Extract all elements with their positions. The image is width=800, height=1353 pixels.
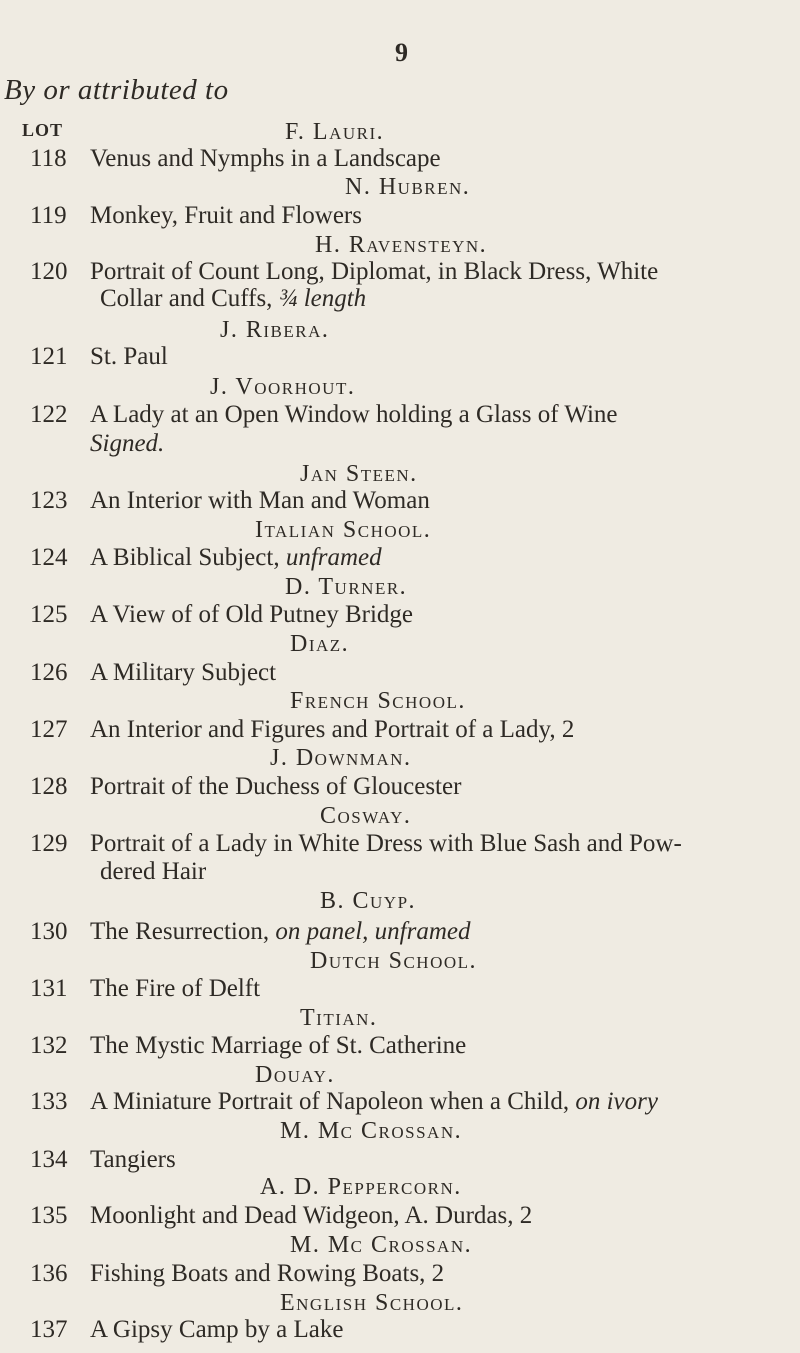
lot-note: ¾ length — [278, 285, 367, 312]
lot-title-text: Venus and Nymphs in a Landscape — [90, 145, 441, 172]
lot-title-text: A Biblical Subject, — [90, 544, 286, 571]
lot-title-text: A Lady at an Open Window holding a Glass of Wine — [90, 401, 618, 428]
artist-name: Titian. — [300, 1005, 378, 1031]
lot-title — [90, 1315, 343, 1345]
lot-column-label: LOT — [22, 120, 64, 140]
lot-title-text: A Gipsy Camp by a Lake — [90, 1316, 344, 1343]
lot-title — [90, 1087, 658, 1117]
artist-name: M. Mc Crossan. — [280, 1118, 463, 1144]
lot-note: on panel, unframed — [275, 918, 471, 945]
lot-title — [100, 284, 366, 314]
lot-number: 120 — [30, 258, 68, 285]
lot-number: 123 — [30, 487, 68, 514]
lot-title-text: Collar and Cuffs, — [100, 285, 279, 312]
lot-title — [90, 1145, 176, 1175]
lot-title — [90, 829, 682, 859]
artist-name: J. Voorhout. — [210, 374, 356, 400]
lot-title-text: Moonlight and Dead Widgeon, A. Durdas, 2 — [90, 1202, 533, 1229]
lot-title-text: A Military Subject — [90, 659, 277, 686]
lot-number: 134 — [30, 1146, 68, 1173]
artist-name: B. Cuyp. — [320, 888, 417, 914]
lot-number: 121 — [30, 343, 68, 370]
artist-name: Cosway. — [320, 803, 412, 829]
lot-title — [90, 715, 574, 745]
artist-name: J. Ribera. — [220, 317, 330, 343]
artist-name: Italian School. — [255, 517, 432, 543]
artist-name: D. Turner. — [285, 574, 408, 600]
lot-title — [90, 342, 168, 372]
lot-note: Signed. — [90, 430, 165, 457]
lot-title-text: A Miniature Portrait of Napoleon when a Child, — [90, 1088, 576, 1115]
lot-title — [90, 429, 164, 459]
lot-title — [90, 917, 470, 947]
lot-title-text: Portrait of the Duchess of Gloucester — [90, 773, 462, 800]
lot-title — [90, 1201, 532, 1231]
lot-number: 128 — [30, 773, 68, 800]
lot-title-text: The Mystic Marriage of St. Catherine — [90, 1032, 467, 1059]
lot-title — [90, 772, 461, 802]
lot-number: 136 — [30, 1260, 68, 1287]
lot-title — [90, 543, 382, 573]
lot-title-text: Tangiers — [90, 1146, 176, 1173]
lot-title-text: Portrait of a Lady in White Dress with Blue Sash and Pow- — [90, 830, 682, 857]
artist-name: F. Lauri. — [285, 119, 385, 145]
lot-title — [90, 201, 362, 231]
lot-title-text: The Resurrection, — [90, 918, 276, 945]
lot-title-text: The Fire of Delft — [90, 975, 261, 1002]
section-heading: By or attributed to — [4, 74, 229, 106]
lot-title — [90, 600, 413, 630]
artist-name: A. D. Peppercorn. — [260, 1174, 462, 1200]
lot-title — [90, 257, 658, 287]
lot-number: 119 — [30, 202, 67, 229]
artist-name: French School. — [290, 688, 466, 714]
lot-note: on ivory — [575, 1088, 658, 1115]
lot-title-text: dered Hair — [100, 858, 207, 885]
artist-name: English School. — [280, 1290, 464, 1316]
lot-number: 135 — [30, 1202, 68, 1229]
lot-number: 137 — [30, 1316, 68, 1343]
artist-name: Dutch School. — [310, 948, 478, 974]
lot-note: unframed — [285, 544, 382, 571]
artist-name: J. Downman. — [270, 745, 412, 771]
artist-name: Douay. — [255, 1062, 335, 1088]
lot-number: 118 — [30, 145, 67, 172]
artist-name: M. Mc Crossan. — [290, 1232, 473, 1258]
lot-number: 132 — [30, 1032, 68, 1059]
lot-title-text: An Interior and Figures and Portrait of a Lady, 2 — [90, 716, 575, 743]
lot-title — [90, 1259, 444, 1289]
page-number: 9 — [395, 38, 408, 67]
artist-name: Jan Steen. — [300, 461, 418, 487]
lot-title — [100, 857, 206, 887]
lot-title — [90, 1031, 466, 1061]
lot-title-text: An Interior with Man and Woman — [90, 487, 430, 514]
lot-title — [90, 144, 441, 174]
lot-title-text: Fishing Boats and Rowing Boats, 2 — [90, 1260, 445, 1287]
lot-title-text: Portrait of Count Long, Diplomat, in Black Dress, White — [90, 258, 659, 285]
lot-number: 125 — [30, 601, 68, 628]
lot-number: 129 — [30, 830, 68, 857]
lot-number: 127 — [30, 716, 68, 743]
lot-title — [90, 658, 276, 688]
lot-title — [90, 974, 260, 1004]
artist-name: H. Ravensteyn. — [315, 232, 488, 258]
lot-number: 133 — [30, 1088, 68, 1115]
lot-title-text: St. Paul — [90, 343, 168, 370]
lot-number: 130 — [30, 918, 68, 945]
lot-title-text: Monkey, Fruit and Flowers — [90, 202, 362, 229]
artist-name: Diaz. — [290, 631, 350, 657]
lot-title — [90, 486, 430, 516]
artist-name: N. Hubren. — [345, 174, 471, 200]
lot-title-text: A View of of Old Putney Bridge — [90, 601, 414, 628]
lot-number: 122 — [30, 401, 68, 428]
lot-number: 126 — [30, 659, 68, 686]
lot-number: 124 — [30, 544, 68, 571]
lot-title — [90, 400, 618, 430]
lot-number: 131 — [30, 975, 68, 1002]
